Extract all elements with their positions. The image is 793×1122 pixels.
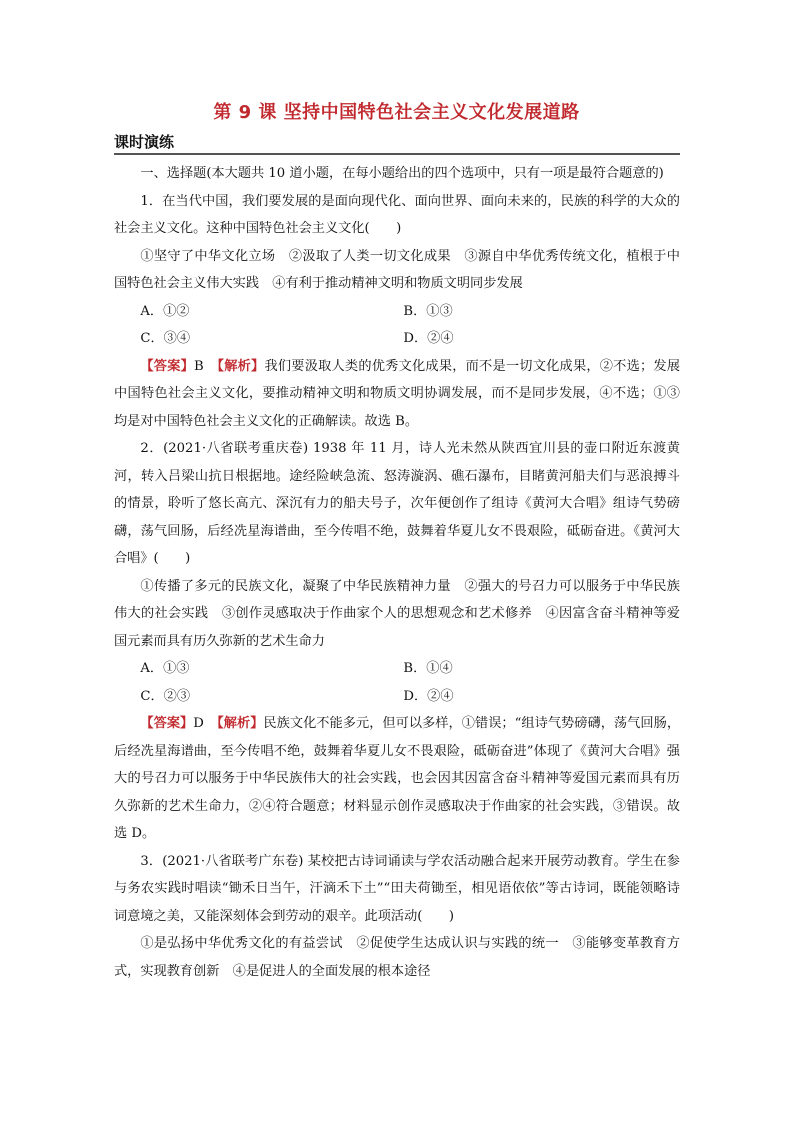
option-b: B．①③ [403, 303, 453, 319]
question-1-options-row-2 [114, 325, 680, 353]
option-c: C．②③ [140, 688, 191, 704]
analysis-text: 我们要汲取人类的优秀文化成果，而不是一切文化成果，②不选；发展中国特色社会主义文化，要推动精神文明和物质文明协调发展，而不是同步发展，④不选；①③均是对中国特色社会主义文化的正确解读。故选 B。 [114, 358, 681, 429]
question-1-options-row-1 [114, 298, 680, 326]
question-3-statements: ①是弘扬中华优秀文化的有益尝试 ②促使学生达成认识与实践的统一 ③能够变革教育方式，实现教育创新 ④是促进人的全面发展的根本途径 [114, 936, 680, 979]
answer-value: B [194, 358, 204, 374]
question-1-answer [114, 353, 680, 436]
option-b: B．①④ [403, 661, 453, 676]
header-divider [114, 153, 680, 155]
answer-label: 【答案】 [140, 716, 194, 731]
option-c: C．③④ [140, 331, 191, 346]
answer-label: 【答案】 [140, 358, 195, 374]
question-1-stem: 1．在当代中国，我们要发展的是面向现代化、面向世界、面向未来的，民族的科学的大众的社会主义文化。这种中国特色社会主义文化( ) [114, 193, 680, 236]
question-2-options-row-1 [114, 655, 680, 683]
question-2-options-row-2 [114, 683, 680, 711]
lesson-title: 第 9 课 坚持中国特色社会主义文化发展道路 [213, 102, 580, 123]
option-d: D．②④ [403, 688, 454, 704]
instructions: 一、选择题(本大题共 10 道小题，在每小题给出的四个选项中，只有一项是最符合题意的) [140, 166, 664, 181]
option-a: A．①② [140, 303, 190, 319]
question-1-statements: ①坚守了中华文化立场 ②汲取了人类一切文化成果 ③源自中华优秀传统文化，植根于中国特色社会主义伟大实践 ④有利于推动精神文明和物质文明同步发展 [114, 248, 680, 291]
analysis-text: 民族文化不能多元，但可以多样，①错误；“组诗气势磅礴，荡气回肠，后经冼星海谱曲，至今传唱不绝，鼓舞着华夏儿女不畏艰险，砥砺奋进”体现了《黄河大合唱》强大的号召力可以服务于中华民族伟大的社会实践，也会因其因富含奋斗精神等爱国元素而具有历久弥新的艺术生命力，②④符合题意；材料显示创作灵感取决于作曲家的社会实践，③错误。故选 D。 [114, 716, 681, 841]
question-2-statements: ①传播了多元的民族文化，凝聚了中华民族精神力量 ②强大的号召力可以服务于中华民族伟大的社会实践 ③创作灵感取决于作曲家个人的思想观念和艺术修养 ④因富含奋斗精神等爱国元素而具有历久弥新的艺术生命力 [114, 578, 680, 649]
section-heading: 课时演练 [114, 133, 175, 151]
analysis-label: 【解析】 [217, 358, 265, 374]
question-3-stem: 3．(2021·八省联考广东卷) 某校把古诗词诵读与学农活动融合起来开展劳动教育。学生在参与务农实践时唱读“锄禾日当午，汗滴禾下土”“田夫荷锄至，相见语依依”等古诗词，既能领略诗词意境之美，又能深刻体会到劳动的艰辛。此项活动( ) [114, 853, 680, 924]
question-2-stem: 2．(2021·八省联考重庆卷) 1938 年 11 月，诗人光未然从陕西宜川县的壶口附近东渡黄河，转入吕梁山抗日根据地。途经险峡急流、怒涛漩涡、礁石瀑布，目睹黄河船夫们与恶浪搏斗的情景，聆听了悠长高亢、深沉有力的船夫号子，次年便创作了组诗《黄河大合唱》组诗气势磅礴，荡气回肠，后经冼星海谱曲，至今传唱不绝，鼓舞着华夏儿女不畏艰险，砥砺奋进。《黄河大合唱》( ) [114, 441, 680, 566]
option-d: D．②④ [403, 331, 454, 346]
answer-value: D [193, 716, 204, 731]
option-a: A．①③ [140, 661, 190, 676]
document-body [114, 160, 680, 985]
question-2-answer [114, 710, 680, 848]
analysis-label: 【解析】 [217, 716, 264, 731]
